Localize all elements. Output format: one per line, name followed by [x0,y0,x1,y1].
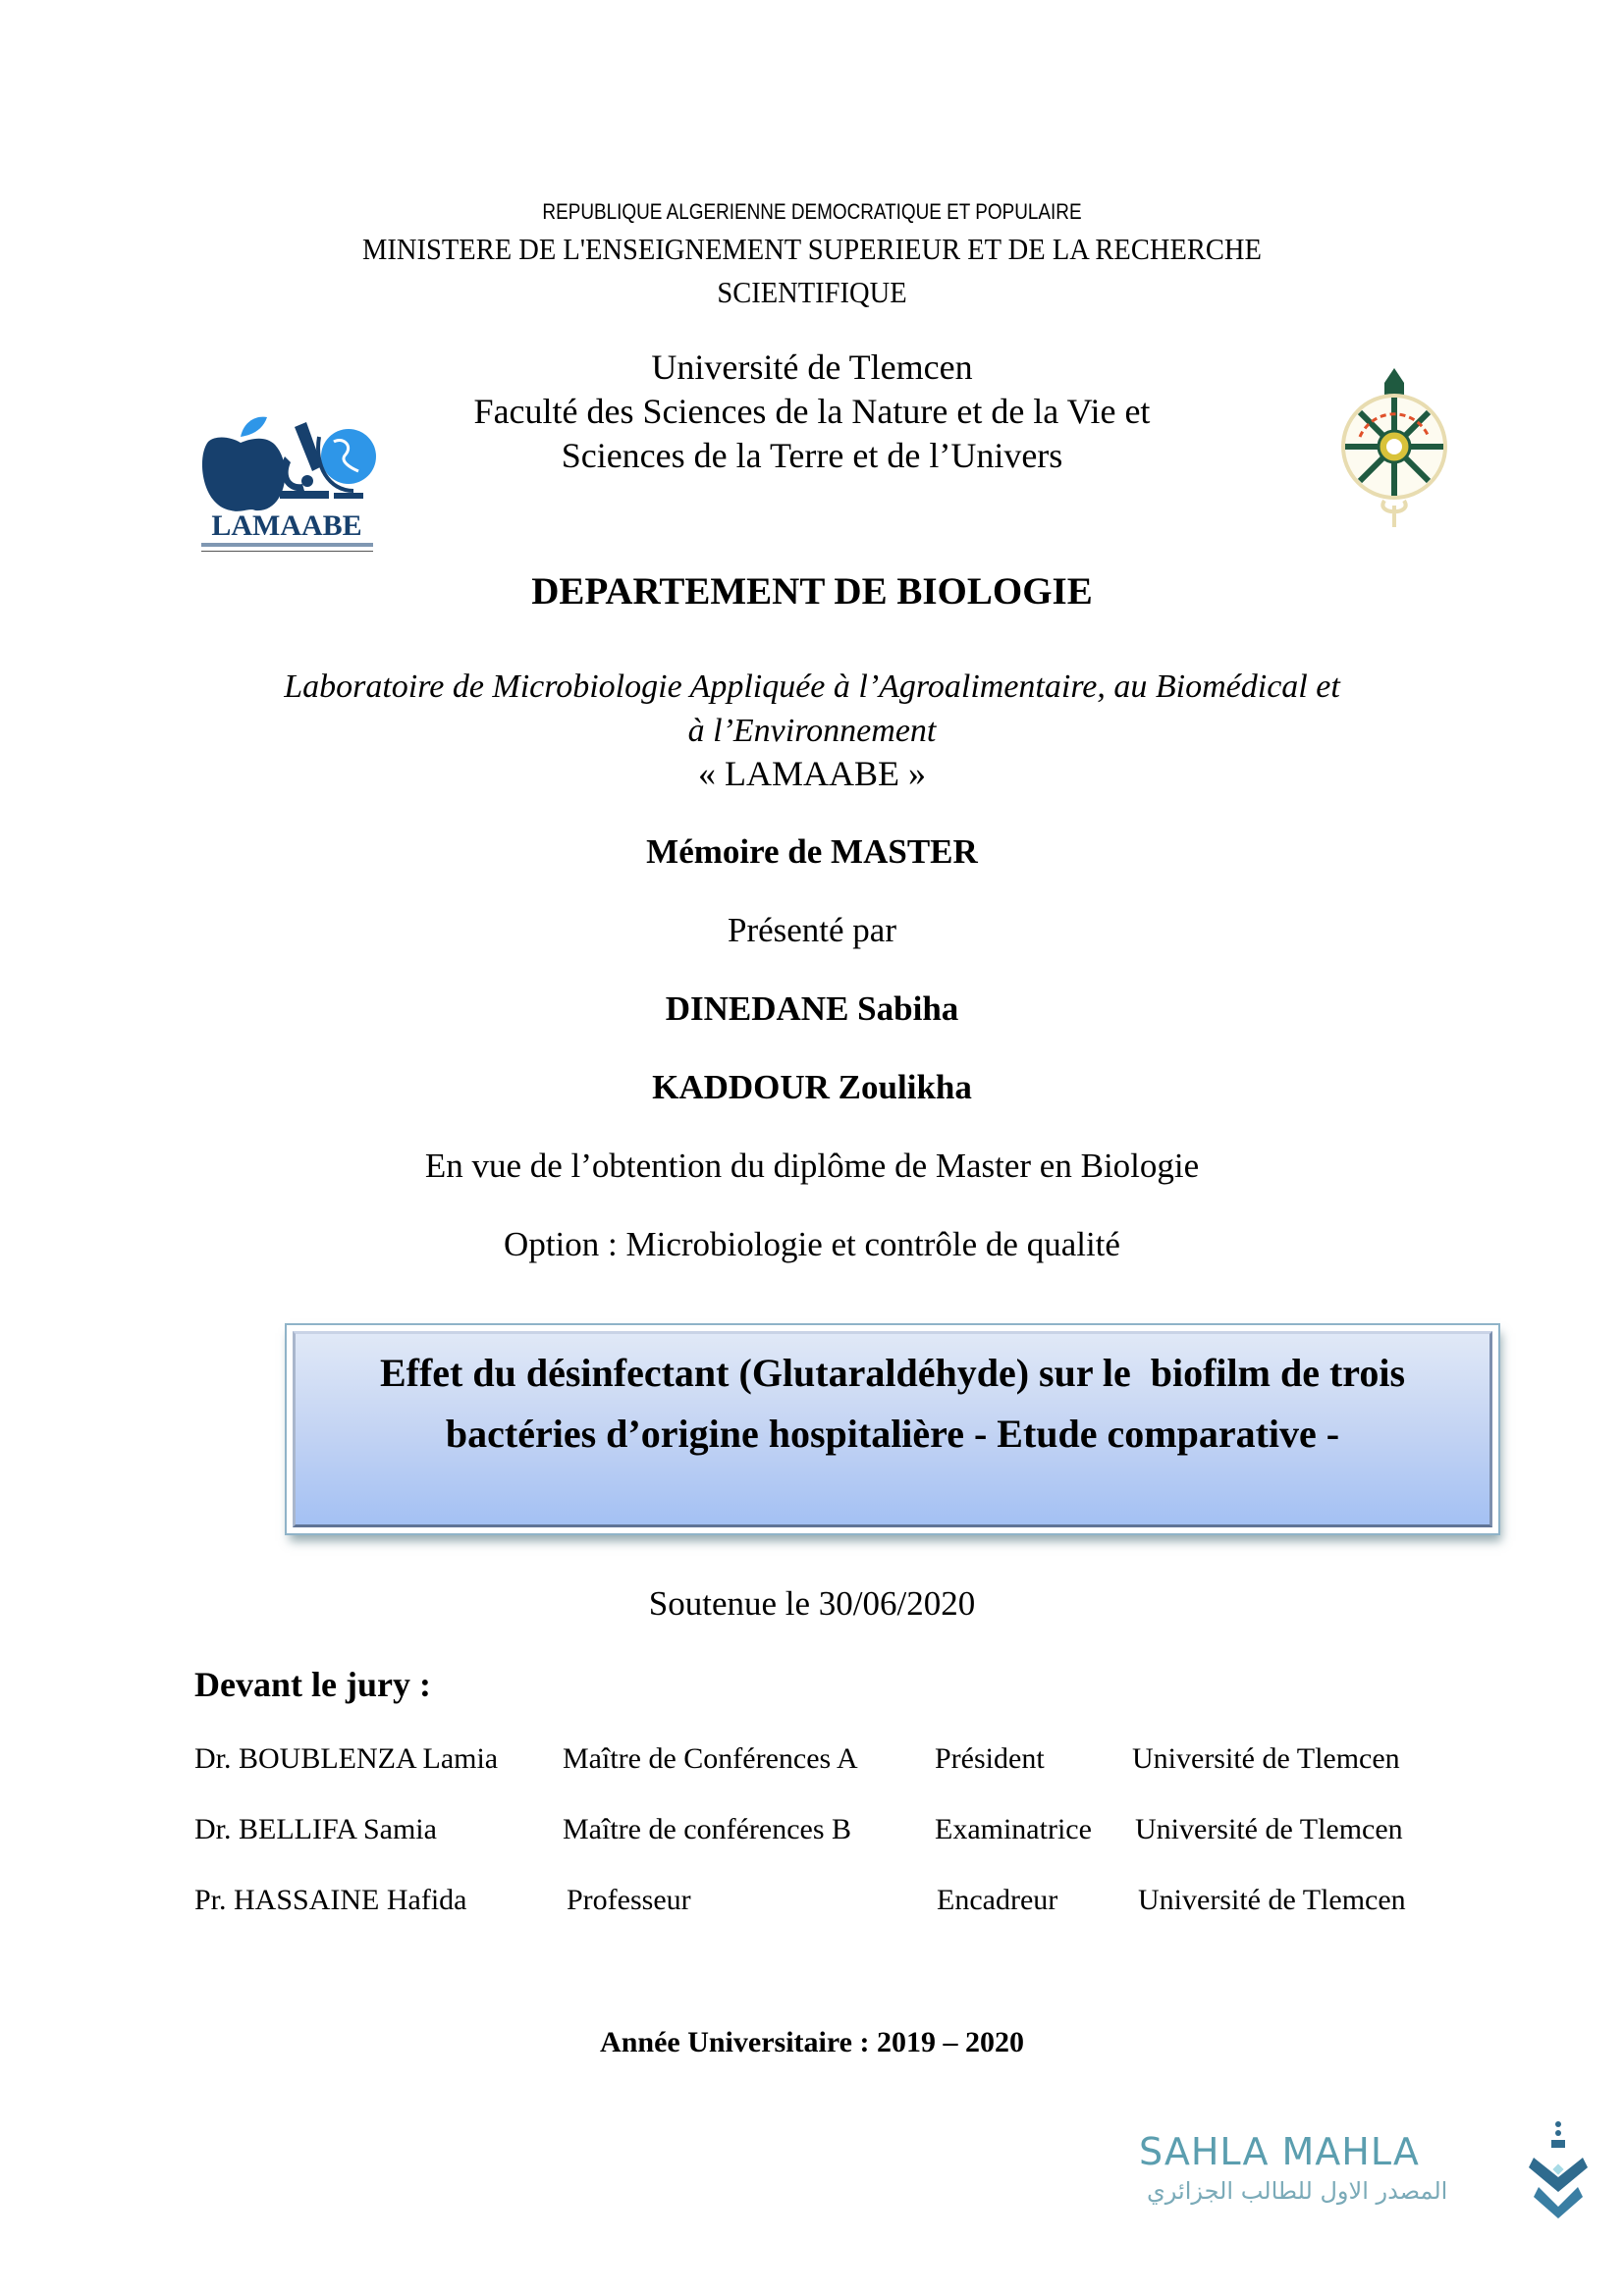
jury-member-name: Pr. HASSAINE Hafida [194,1884,467,1916]
thesis-title-box [287,1325,1498,1533]
author-1: DINEDANE Sabiha [665,989,959,1028]
thesis-title [293,1343,1492,1465]
thesis-title-line-2: bactéries d’origine hospitalière - Etude comparative - [445,1412,1340,1456]
jury-member-role: Président [935,1742,1045,1775]
jury-member-rank: Maître de Conférences A [563,1742,858,1775]
sahla-mahla-watermark [1139,2128,1591,2226]
jury-member-name: Dr. BELLIFA Samia [194,1813,437,1845]
jury-heading: Devant le jury : [194,1665,431,1704]
jury-member-rank: Professeur [567,1884,691,1916]
jury-member-institution: Université de Tlemcen [1135,1813,1403,1845]
university-name: Université de Tlemcen [651,347,973,387]
laboratory-line-2: à l’Environnement [687,713,937,749]
jury-member-name: Dr. BOUBLENZA Lamia [194,1742,499,1775]
thesis-title-line-1: Effet du désinfectant (Glutaraldéhyde) sur le biofilm de trois [379,1351,1406,1395]
republic-line: REPUBLIQUE ALGERIENNE DEMOCRATIQUE ET POPULAIRE [542,199,1082,224]
presented-by: Présenté par [727,911,896,949]
faculty-line-1: Faculté des Sciences de la Nature et de la Vie et [473,392,1151,431]
jury-member-role: Encadreur [937,1884,1058,1916]
author-2: KADDOUR Zoulikha [652,1068,972,1106]
ministry-line-1: MINISTERE DE L'ENSEIGNEMENT SUPERIEUR ET DE LA RECHERCHE [362,232,1262,266]
watermark-tagline: المصدر الاول للطالب الجزائري [1147,2177,1448,2205]
jury-member-institution: Université de Tlemcen [1138,1884,1406,1916]
jury-member-institution: Université de Tlemcen [1132,1742,1400,1775]
ministry-line-2: SCIENTIFIQUE [717,275,907,309]
thesis-type: Mémoire de MASTER [646,832,978,871]
defense-date: Soutenue le 30/06/2020 [648,1584,976,1623]
department-title: DEPARTEMENT DE BIOLOGIE [531,570,1093,613]
option-line: Option : Microbiologie et contrôle de qualité [504,1225,1120,1263]
degree-line: En vue de l’obtention du diplôme de Master en Biologie [424,1147,1200,1185]
lamaabe-logo-text: LAMAABE [211,509,362,542]
academic-year: Année Universitaire : 2019 – 2020 [600,2026,1024,2058]
calligraphy-emblem-icon [1524,2118,1593,2221]
laboratory-acronym: « LAMAABE » [698,754,926,793]
faculty-line-2: Sciences de la Terre et de l’Univers [561,436,1063,475]
watermark-brand: SAHLA MAHLA [1139,2130,1420,2173]
jury-member-rank: Maître de conférences B [563,1813,852,1845]
jury-member-role: Examinatrice [935,1813,1092,1845]
laboratory-line-1: Laboratoire de Microbiologie Appliquée à l’Agroalimentaire, au Biomédical et [284,668,1340,705]
